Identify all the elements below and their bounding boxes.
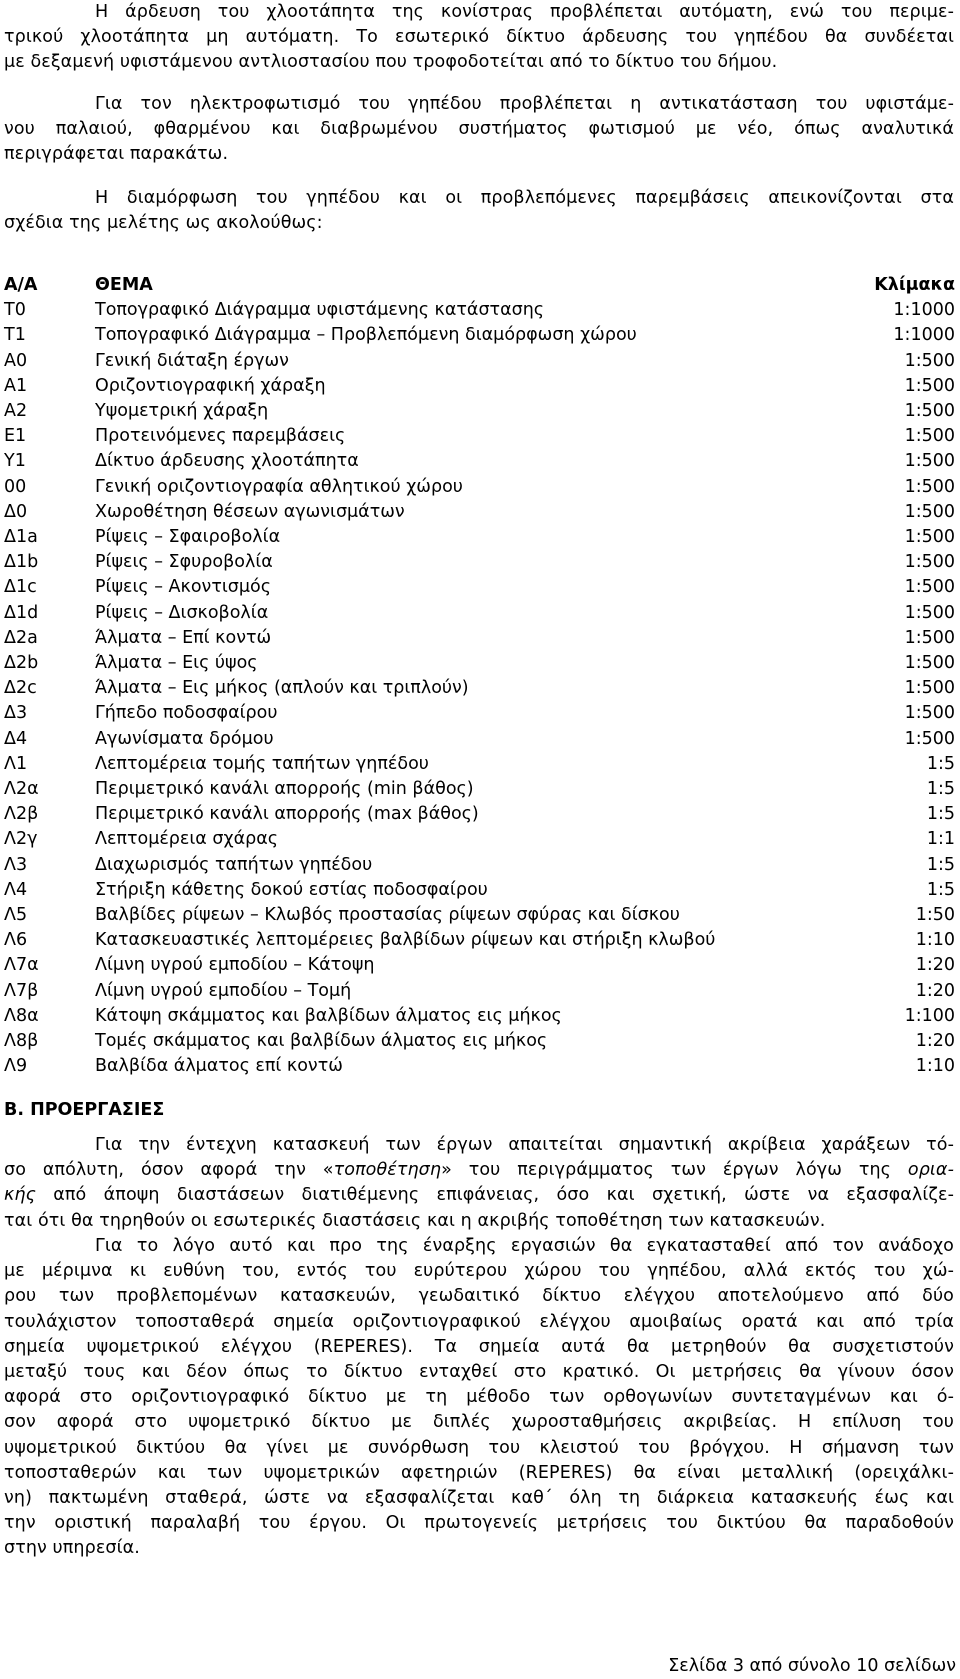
cell-topic: Λεπτομέρεια σχάρας xyxy=(95,829,279,850)
table-row xyxy=(4,424,955,449)
emphasis-text: ορια- xyxy=(907,1160,954,1181)
cell-topic: Ρίψεις – Σφαιροβολία xyxy=(95,527,281,548)
header-topic: ΘΕΜΑ xyxy=(95,275,153,295)
text-line: μεταξύ τους και δέον όπως το δίκτυο ενταχθεί στο κρατικό. Οι μετρήσεις θα γίνουν όσον xyxy=(4,1362,954,1383)
cell-scale: 1:500 xyxy=(904,501,955,522)
section-heading: Β. ΠΡΟΕΡΓΑΣΙΕΣ xyxy=(4,1100,165,1120)
cell-topic: Ρίψεις – Δισκοβολία xyxy=(95,602,269,623)
cell-scale: 1:500 xyxy=(904,350,955,371)
cell-scale: 1:500 xyxy=(904,577,955,598)
page-footer: Σελίδα 3 από σύνολο 10 σελίδων xyxy=(668,1656,956,1676)
cell-scale: 1:1000 xyxy=(893,300,955,321)
table-row xyxy=(4,903,955,928)
text-line: ται ότι θα τηρηθούν οι εσωτερικές διαστάσεις και η ακριβής τοποθέτηση των κατασκευών. xyxy=(4,1210,826,1231)
cell-scale: 1:10 xyxy=(915,930,955,951)
text-line: με δεξαμενή υφιστάμενου αντλιοστασίου που τροφοδοτείται από το δίκτυο του δήμου. xyxy=(4,52,778,73)
table-row xyxy=(4,500,955,525)
cell-scale: 1:20 xyxy=(915,1031,955,1052)
cell-code: Ε1 xyxy=(4,426,27,447)
cell-scale: 1:500 xyxy=(904,703,955,724)
text-line: αφορά στο οριζοντιογραφικό δίκτυο με τη μέθοδο των ορθογωνίων συντεταγμένων και ό- xyxy=(4,1387,954,1408)
table-row xyxy=(4,676,955,701)
cell-scale: 1:1 xyxy=(926,829,955,850)
cell-topic: Περιμετρικό κανάλι απορροής (max βάθος) xyxy=(95,804,479,825)
drawings-table-body xyxy=(4,298,955,1079)
cell-topic: Λεπτομέρεια τομής ταπήτων γηπέδου xyxy=(95,753,429,774)
cell-code: Δ1c xyxy=(4,577,37,598)
cell-topic: Γενική διάταξη έργων xyxy=(95,350,289,371)
cell-code: Λ9 xyxy=(4,1056,28,1077)
table-row xyxy=(4,575,955,600)
cell-scale: 1:5 xyxy=(926,854,955,875)
cell-code: Λ2α xyxy=(4,779,39,800)
table-row xyxy=(4,701,955,726)
emphasis-text: τοποθέτηση xyxy=(333,1160,442,1181)
cell-topic: Ρίψεις – Ακοντισμός xyxy=(95,577,271,598)
cell-topic: Προτεινόμενες παρεμβάσεις xyxy=(95,426,346,447)
cell-scale: 1:20 xyxy=(915,955,955,976)
text-run: από άποψη διαστάσεων διατιθέμενης επιφάνειας, όσο και σχετική, ώστε να εξασφαλίζε- xyxy=(35,1185,954,1206)
cell-scale: 1:50 xyxy=(915,905,955,926)
cell-topic: Τοπογραφικό Διάγραμμα – Προβλεπόμενη διαμόρφωση χώρου xyxy=(95,325,637,346)
cell-code: Υ1 xyxy=(4,451,26,472)
cell-code: Α1 xyxy=(4,375,28,396)
cell-topic: Άλματα – Εις μήκος (απλούν και τριπλούν) xyxy=(95,678,469,699)
table-row xyxy=(4,727,955,752)
cell-scale: 1:500 xyxy=(904,627,955,648)
table-row xyxy=(4,323,955,348)
cell-code: Δ3 xyxy=(4,703,28,724)
table-row xyxy=(4,878,955,903)
table-row xyxy=(4,777,955,802)
text-line: Για τον ηλεκτροφωτισμό του γηπέδου προβλέπεται η αντικατάσταση του υφιστάμε- xyxy=(95,94,954,114)
paragraph-lighting xyxy=(4,92,954,168)
cell-code: Λ8β xyxy=(4,1031,39,1052)
emphasis-text: κής xyxy=(4,1185,36,1206)
table-row xyxy=(4,475,955,500)
cell-topic: Βαλβίδες ρίψεων – Κλωβός προστασίας ρίψεων σφύρας και δίσκου xyxy=(95,905,680,926)
table-row xyxy=(4,1054,955,1079)
table-header-row xyxy=(4,273,955,298)
cell-scale: 1:5 xyxy=(926,753,955,774)
cell-code: Λ6 xyxy=(4,930,28,951)
text-line: Η άρδευση του χλοοτάπητα της κονίστρας προβλέπεται αυτόματη, ενώ του περιμε- xyxy=(95,2,954,22)
cell-code: Λ3 xyxy=(4,854,28,875)
cell-topic: Βαλβίδα άλματος επί κοντώ xyxy=(95,1056,343,1077)
text-line: στην υπηρεσία. xyxy=(4,1538,140,1559)
text-line: περιγράφεται παρακάτω. xyxy=(4,144,229,165)
cell-topic: Τοπογραφικό Διάγραμμα υφιστάμενης κατάστασης xyxy=(95,300,545,321)
text-run: » του περιγράμματος των έργων λόγω της xyxy=(441,1160,908,1181)
table-row xyxy=(4,651,955,676)
table-row xyxy=(4,802,955,827)
cell-topic: Αγωνίσματα δρόμου xyxy=(95,728,274,749)
cell-code: 00 xyxy=(4,476,27,497)
cell-topic: Τομές σκάμματος και βαλβίδων άλματος εις μήκος xyxy=(95,1031,548,1052)
cell-scale: 1:20 xyxy=(915,980,955,1001)
text-line: σχέδια της μελέτης ως ακολούθως: xyxy=(4,213,323,234)
text-line: νη) πακτωμένη σταθερά, ώστε να εξασφαλίζεται καθ΄ όλη τη διάρκεια κατασκευής έως και xyxy=(4,1488,954,1509)
cell-code: Δ2a xyxy=(4,627,38,648)
paragraph-preliminary-1 xyxy=(4,1133,954,1234)
cell-topic: Λίμνη υγρού εμποδίου – Τομή xyxy=(95,980,352,1001)
text-line: Για την έντεχνη κατασκευή των έργων απαιτείται σημαντική ακρίβεια χαράξεων τό- xyxy=(95,1135,954,1155)
cell-topic: Άλματα – Επί κοντώ xyxy=(95,627,272,648)
table-row xyxy=(4,1029,955,1054)
cell-scale: 1:500 xyxy=(904,426,955,447)
table-row xyxy=(4,449,955,474)
cell-code: Δ1b xyxy=(4,552,39,573)
cell-topic: Οριζοντιογραφική χάραξη xyxy=(95,375,326,396)
cell-code: Δ0 xyxy=(4,501,28,522)
drawings-table xyxy=(4,273,955,1080)
text-line: σημεία υψομετρικού ελέγχου (REPERES). Τα σημεία αυτά θα μετρηθούν θα συσχετιστούν xyxy=(4,1336,954,1357)
paragraph-preliminary-2 xyxy=(4,1234,954,1562)
table-row xyxy=(4,349,955,374)
text-line xyxy=(4,1183,954,1208)
cell-topic: Δίκτυο άρδευσης χλοοτάπητα xyxy=(95,451,359,472)
cell-scale: 1:1000 xyxy=(893,325,955,346)
paragraph-irrigation xyxy=(4,0,954,76)
cell-topic: Διαχωρισμός ταπήτων γηπέδου xyxy=(95,854,373,875)
text-line: την οριστική παραλαβή του έργου. Οι πρωτογενείς μετρήσεις του δικτύου θα παραδοθούν xyxy=(4,1513,954,1534)
cell-code: Α0 xyxy=(4,350,28,371)
cell-code: Λ7β xyxy=(4,980,39,1001)
text-line: τουλάχιστον τοποσταθερά σημεία οριζοντιογραφικού ελέγχου αμοιβαίως ορατά και από τρία xyxy=(4,1311,954,1332)
table-row xyxy=(4,928,955,953)
header-code: Α/Α xyxy=(4,275,38,295)
table-row xyxy=(4,525,955,550)
cell-scale: 1:500 xyxy=(904,552,955,573)
cell-scale: 1:5 xyxy=(926,779,955,800)
cell-code: Δ2c xyxy=(4,678,37,699)
cell-code: Τ0 xyxy=(4,300,26,321)
text-line: Η διαμόρφωση του γηπέδου και οι προβλεπόμενες παρεμβάσεις απεικονίζονται στα xyxy=(95,188,954,208)
cell-code: Δ4 xyxy=(4,728,28,749)
cell-code: Λ2γ xyxy=(4,829,38,850)
cell-topic: Γενική οριζοντιογραφία αθλητικού χώρου xyxy=(95,476,463,497)
cell-scale: 1:500 xyxy=(904,401,955,422)
table-row xyxy=(4,298,955,323)
cell-topic: Κατασκευαστικές λεπτομέρειες βαλβίδων ρίψεων και στήριξη κλωβού xyxy=(95,930,716,951)
table-row xyxy=(4,979,955,1004)
table-row xyxy=(4,953,955,978)
cell-code: Λ5 xyxy=(4,905,28,926)
cell-code: Α2 xyxy=(4,401,28,422)
cell-topic: Λίμνη υγρού εμποδίου – Κάτοψη xyxy=(95,955,375,976)
text-line: νου παλαιού, φθαρμένου και διαβρωμένου συστήματος φωτισμού με νέο, όπως αναλυτικά xyxy=(4,119,954,140)
cell-code: Δ1d xyxy=(4,602,39,623)
cell-topic: Χωροθέτηση θέσεων αγωνισμάτων xyxy=(95,501,405,522)
paragraph-drawings-intro xyxy=(4,186,954,236)
table-row xyxy=(4,626,955,651)
cell-scale: 1:500 xyxy=(904,476,955,497)
cell-scale: 1:500 xyxy=(904,653,955,674)
cell-scale: 1:500 xyxy=(904,602,955,623)
cell-code: Δ1a xyxy=(4,527,38,548)
table-row xyxy=(4,752,955,777)
cell-topic: Στήριξη κάθετης δοκού εστίας ποδοσφαίρου xyxy=(95,879,488,900)
text-line: σον αφορά στο υψομετρικό δίκτυο με διπλές χωροσταθμήσεις ακριβείας. Η επίλυση του xyxy=(4,1412,954,1433)
cell-topic: Κάτοψη σκάμματος και βαλβίδων άλματος εις μήκος xyxy=(95,1005,562,1026)
text-line: τοποσταθερών και των υψομετρικών αφετηριών (REPERES) θα είναι μεταλλική (ορειχάλκι- xyxy=(4,1462,954,1483)
cell-code: Τ1 xyxy=(4,325,26,346)
cell-topic: Άλματα – Εις ύψος xyxy=(95,653,258,674)
cell-scale: 1:10 xyxy=(915,1056,955,1077)
cell-topic: Ρίψεις – Σφυροβολία xyxy=(95,552,273,573)
cell-topic: Γήπεδο ποδοσφαίρου xyxy=(95,703,278,724)
cell-scale: 1:500 xyxy=(904,527,955,548)
cell-code: Λ8α xyxy=(4,1005,39,1026)
cell-code: Λ7α xyxy=(4,955,39,976)
cell-code: Δ2b xyxy=(4,653,39,674)
cell-code: Λ2β xyxy=(4,804,39,825)
cell-scale: 1:5 xyxy=(926,879,955,900)
table-row xyxy=(4,853,955,878)
header-scale: Κλίμακα xyxy=(874,275,955,295)
text-line: Για το λόγο αυτό και προ της έναρξης εργασιών θα εγκατασταθεί από τον ανάδοχο xyxy=(95,1236,954,1256)
table-row xyxy=(4,399,955,424)
text-line: ρου των προβλεπομένων κατασκευών, γεωδαιτικό δίκτυο ελέγχου αποτελούμενο από δύο xyxy=(4,1286,954,1307)
table-row xyxy=(4,550,955,575)
cell-topic: Περιμετρικό κανάλι απορροής (min βάθος) xyxy=(95,779,474,800)
text-line: τρικού χλοοτάπητα μη αυτόματη. Το εσωτερικό δίκτυο άρδευσης του γηπέδου θα συνδέεται xyxy=(4,27,954,48)
cell-code: Λ1 xyxy=(4,753,28,774)
cell-code: Λ4 xyxy=(4,879,28,900)
cell-scale: 1:500 xyxy=(904,678,955,699)
table-row xyxy=(4,374,955,399)
table-row xyxy=(4,601,955,626)
text-run: σο απόλυτη, όσον αφορά την « xyxy=(4,1160,334,1181)
table-row xyxy=(4,827,955,852)
text-line xyxy=(4,1158,954,1183)
cell-scale: 1:100 xyxy=(904,1005,955,1026)
cell-scale: 1:5 xyxy=(926,804,955,825)
cell-topic: Υψομετρική χάραξη xyxy=(95,401,269,422)
text-line: με μέριμνα κι ευθύνη του, εντός του ευρύτερου χώρου του γηπέδου, αλλά εκτός του χώ- xyxy=(4,1261,954,1282)
cell-scale: 1:500 xyxy=(904,451,955,472)
cell-scale: 1:500 xyxy=(904,728,955,749)
text-line: υψομετρικού δικτύου θα γίνει με συνόρθωση του κλειστού του βρόγχου. Η σήμανση των xyxy=(4,1437,954,1458)
table-row xyxy=(4,1004,955,1029)
cell-scale: 1:500 xyxy=(904,375,955,396)
